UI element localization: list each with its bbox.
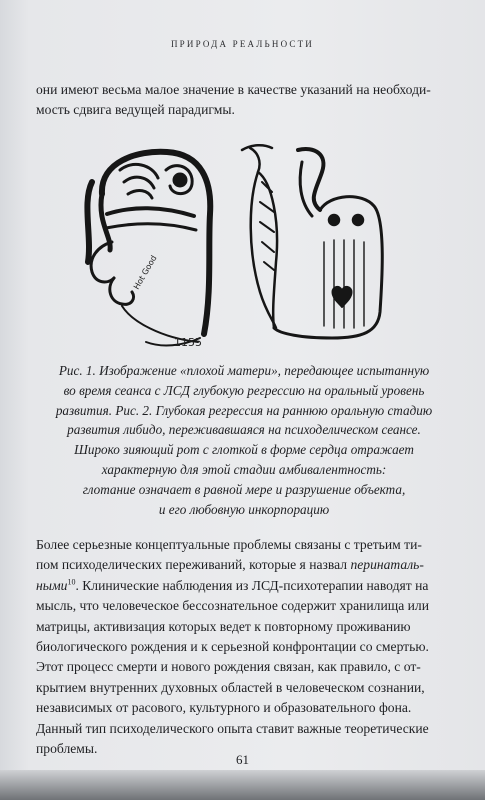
text-line [36, 576, 454, 596]
running-head: ПРИРОДА РЕАЛЬНОСТИ [170, 39, 315, 49]
text-run: пом психоделических переживаний, которые я назвал [36, 557, 351, 573]
text-line: независимых от расового, культурного и образовательного фона. [36, 700, 412, 716]
footnote-ref[interactable]: 10 [67, 577, 76, 587]
italic-term: ными [36, 577, 68, 593]
text-line: они имеют весьма малое значение в качестве указаний на необходи- [36, 82, 431, 97]
text-line: проблемы. [36, 741, 98, 757]
figure-caption [28, 361, 460, 519]
text-line: биологического рождения и к серьезной конфронтации со смертью. [36, 639, 429, 655]
text-line: Этот процесс смерти и нового рождения связан, как правило, с от- [36, 659, 421, 675]
paragraph-top [36, 80, 456, 121]
italic-term: перинаталь- [350, 557, 424, 573]
caption-line: во время сеанса с ЛСД глубокую регрессию на оральный уровень [63, 382, 425, 398]
text-line: матрицы, активизация которых ведет к повторному проживанию [36, 618, 411, 634]
caption-line: Рис. 1. Изображение «плохой матери», передающее испытанную [58, 363, 430, 378]
caption-line: глотание означает в равной мере и разрушение объекта, [82, 481, 406, 497]
figure-illustrations [62, 142, 392, 354]
figure-2-fish-creature-drawing [242, 145, 382, 338]
page-edge-shadow [0, 770, 485, 800]
text-line: мость сдвига ведущей парадигмы. [36, 102, 235, 118]
caption-line: развития. Рис. 2. Глубокая регрессия на раннюю оральную стадию [55, 402, 433, 418]
figure-1-bad-mother-drawing [87, 152, 210, 346]
text-line: Данный тип психоделического опыта ставит важные теоретические [36, 720, 429, 736]
page-number: 61 [236, 752, 249, 767]
text-run: . Клинические наблюдения из ЛСД-психотерапии наводят на [75, 577, 429, 593]
text-line: мысль, что человеческое бессознательное содержит хранилища или [36, 598, 429, 614]
caption-line: развития либидо, переживавшаяся на психоделическом сеансе. [67, 422, 421, 438]
paragraph-body [36, 535, 454, 759]
caption-line: и его любовную инкорпорацию [158, 501, 330, 517]
caption-line: характерную для этой стадии амбивалентность: [101, 461, 387, 477]
figure-1-number: 1155 [174, 336, 202, 349]
caption-line: Широко зияющий рот с глоткой в форме сердца отражает [74, 442, 414, 458]
text-line [36, 555, 454, 575]
figure-1-handwriting: Hot Good [131, 253, 159, 291]
text-line: Более серьезные концептуальные проблемы связаны с третьим ти- [36, 537, 422, 552]
text-line: крытием внутренних духовных областей в человеческом сознании, [36, 679, 425, 695]
